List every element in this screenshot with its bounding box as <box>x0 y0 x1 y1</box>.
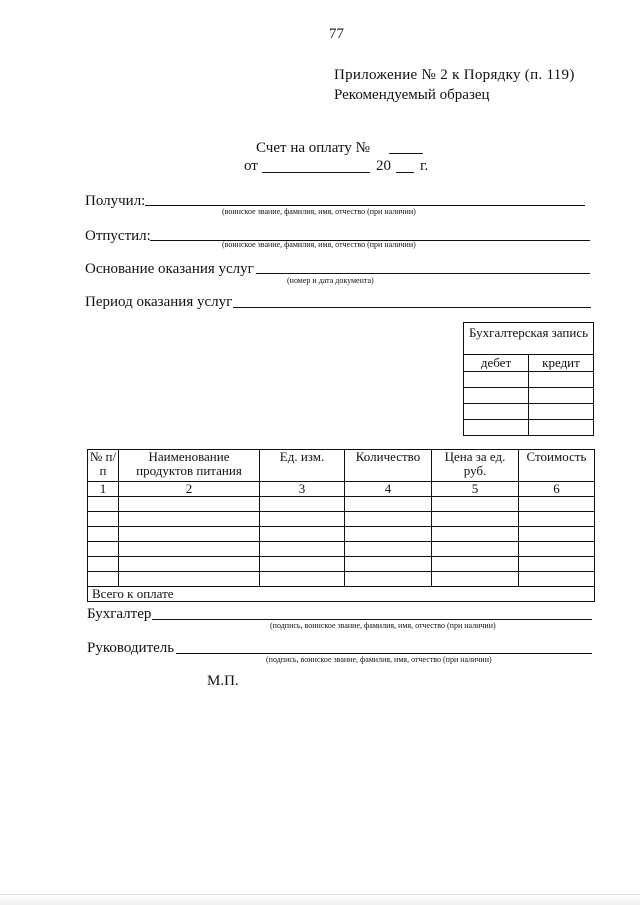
table-cell[interactable] <box>345 512 432 527</box>
table-row <box>88 527 595 542</box>
table-cell[interactable] <box>88 527 119 542</box>
table-cell[interactable] <box>432 527 519 542</box>
invoice-date-line[interactable] <box>262 172 370 173</box>
head-signature-line[interactable] <box>176 653 592 654</box>
invoice-year-line[interactable] <box>396 172 414 173</box>
invoice-title: Счет на оплату № <box>256 140 370 156</box>
received-hint: (воинское звание, фамилия, имя, отчество (при наличии) <box>222 207 416 216</box>
received-field-line[interactable] <box>145 205 585 206</box>
received-label: Получил: <box>85 193 146 209</box>
table-cell[interactable] <box>432 512 519 527</box>
invoice-year-suffix: г. <box>420 158 429 174</box>
accountant-hint: (подпись, воинское звание, фамилия, имя, отчество (при наличии) <box>270 621 496 630</box>
col-header-price: Цена за ед. руб. <box>432 450 519 482</box>
table-cell[interactable] <box>345 527 432 542</box>
period-label: Период оказания услуг <box>85 294 233 310</box>
invoice-number-line[interactable] <box>389 153 423 154</box>
credit-cell[interactable] <box>529 404 594 420</box>
col-header-quantity: Количество <box>345 450 432 482</box>
table-cell[interactable] <box>260 527 345 542</box>
col-header-cost: Стоимость <box>519 450 595 482</box>
table-cell[interactable] <box>119 557 260 572</box>
debit-cell[interactable] <box>464 404 529 420</box>
total-label: Всего к оплате <box>88 587 595 602</box>
table-row <box>88 572 595 587</box>
table-cell[interactable] <box>432 497 519 512</box>
table-cell[interactable] <box>432 542 519 557</box>
table-cell[interactable] <box>260 497 345 512</box>
table-row <box>88 512 595 527</box>
table-cell[interactable] <box>519 542 595 557</box>
credit-cell[interactable] <box>529 372 594 388</box>
table-cell[interactable] <box>119 497 260 512</box>
head-label: Руководитель <box>87 640 175 656</box>
table-row <box>88 542 595 557</box>
invoice-date-prefix: от <box>244 158 258 174</box>
debit-cell[interactable] <box>464 388 529 404</box>
col-number-3: 3 <box>260 482 345 497</box>
credit-cell[interactable] <box>529 420 594 436</box>
accounting-debit-header: дебет <box>464 355 529 372</box>
col-number-4: 4 <box>345 482 432 497</box>
col-number-2: 2 <box>119 482 260 497</box>
table-cell[interactable] <box>519 572 595 587</box>
released-hint: (воинское звание, фамилия, имя, отчество (при наличии) <box>222 240 416 249</box>
table-cell[interactable] <box>432 557 519 572</box>
table-cell[interactable] <box>119 542 260 557</box>
table-cell[interactable] <box>345 572 432 587</box>
table-cell[interactable] <box>519 557 595 572</box>
col-number-6: 6 <box>519 482 595 497</box>
col-number-1: 1 <box>88 482 119 497</box>
table-cell[interactable] <box>88 497 119 512</box>
sample-note: Рекомендуемый образец <box>334 87 490 103</box>
table-cell[interactable] <box>119 527 260 542</box>
stamp-place: М.П. <box>207 673 239 689</box>
table-cell[interactable] <box>260 512 345 527</box>
basis-field-line[interactable] <box>256 273 590 274</box>
table-cell[interactable] <box>88 542 119 557</box>
period-field-line[interactable] <box>233 307 591 308</box>
accountant-signature-line[interactable] <box>152 619 592 620</box>
table-cell[interactable] <box>260 557 345 572</box>
table-cell[interactable] <box>432 572 519 587</box>
page-bottom-edge <box>0 894 640 905</box>
table-row <box>88 557 595 572</box>
table-cell[interactable] <box>519 497 595 512</box>
table-cell[interactable] <box>345 542 432 557</box>
invoice-year-prefix: 20 <box>376 158 391 174</box>
table-cell[interactable] <box>345 557 432 572</box>
col-number-5: 5 <box>432 482 519 497</box>
table-cell[interactable] <box>88 572 119 587</box>
debit-cell[interactable] <box>464 420 529 436</box>
table-cell[interactable] <box>345 497 432 512</box>
head-hint: (подпись, воинское звание, фамилия, имя, отчество (при наличии) <box>266 655 492 664</box>
table-cell[interactable] <box>119 512 260 527</box>
debit-cell[interactable] <box>464 372 529 388</box>
table-cell[interactable] <box>260 572 345 587</box>
table-cell[interactable] <box>519 512 595 527</box>
col-header-number: № п/п <box>88 450 119 482</box>
released-label: Отпустил: <box>85 228 151 244</box>
credit-cell[interactable] <box>529 388 594 404</box>
table-cell[interactable] <box>88 512 119 527</box>
table-cell[interactable] <box>519 527 595 542</box>
accounting-entry-table <box>463 322 594 436</box>
table-row <box>88 497 595 512</box>
accounting-title: Бухгалтерская запись <box>464 323 594 355</box>
table-cell[interactable] <box>119 572 260 587</box>
table-cell[interactable] <box>88 557 119 572</box>
page-number: 77 <box>329 26 344 42</box>
goods-table <box>87 449 595 602</box>
basis-label: Основание оказания услуг <box>85 261 254 277</box>
appendix-reference: Приложение № 2 к Порядку (п. 119) <box>334 67 575 83</box>
basis-hint: (номер и дата документа) <box>287 276 374 285</box>
accounting-credit-header: кредит <box>529 355 594 372</box>
col-header-unit: Ед. изм. <box>260 450 345 482</box>
col-header-name: Наименование продуктов питания <box>119 450 260 482</box>
accountant-label: Бухгалтер <box>87 606 152 622</box>
table-cell[interactable] <box>260 542 345 557</box>
